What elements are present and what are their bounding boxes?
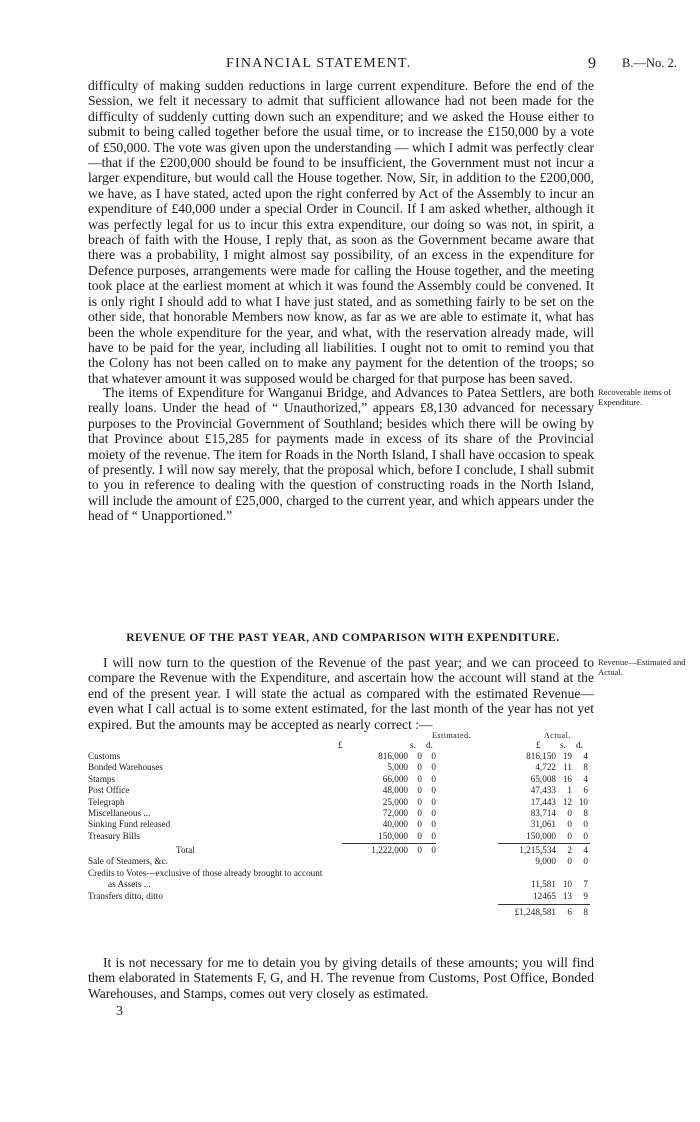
estimated-shillings: 0: [417, 762, 422, 773]
actual-pounds: 816,150: [526, 751, 556, 761]
paragraph-expenditure-continued: difficulty of making sudden reductions in large current expenditure. Before the end of the Session, we felt it necessary to admit that sufficient allowance had not been made for the difficulty of suddenly cutting down such an expenditure; and we asked the House either to submit to being called together before the usual time, or to increase the £150,000 by a vote of £50,000. The vote was given upon the understanding — which I admit was perfectly clear —that if the £200,000 should be found to be insufficient, the Government must not incur a larger expenditure, but would call the House together. Now, Sir, in addition to the £200,000, we have, as I have stated, acted upon the right conferred by Act of the Assembly to incur an expenditure of £40,000 under a special Order in Council. If I am asked whether, although it was perfectly legal for us to incur this extra expenditure, our doing so was not, in spirit, a breach of faith with the House, I reply that, as soon as the Government became aware that there was a probability, I might almost say possibility, of an excess in the expenditure for Defence purposes, arrangements were made for calling the House together, and the meeting took place at the earliest moment at which it was found the Assembly could be convened. It is only right I should add to what I have just stated, and as something fairly to be set on the other side, that honorable Members now know, as far as we are able to estimate it, what has been the whole expenditure for the year, and what, with the reservation already made, will have to be paid for the year, including all liabilities. I ought not to omit to remind you that the Colony has not been called on to make any payment for the detention of the troops; so that whatever amount it was supposed would be charged for that purpose has been saved.: [88, 78, 594, 386]
actual-pounds: 4,722: [535, 762, 556, 773]
table-row: [88, 785, 598, 796]
unit-pounds: £: [536, 740, 541, 750]
actual-shillings: 0: [567, 856, 572, 867]
table-row: [88, 762, 598, 773]
row-label: Sinking Fund released: [88, 819, 171, 830]
actual-pounds: 17,443: [530, 796, 556, 807]
row-label: Transfers ditto, ditto: [88, 890, 163, 901]
unit-shillings: s.: [560, 740, 566, 750]
estimated-pence: 0: [431, 819, 436, 830]
actual-shillings: 12: [562, 796, 572, 807]
row-label: Miscellaneous ...: [88, 808, 151, 818]
actual-pence: 8: [583, 907, 588, 917]
table-row: [88, 808, 598, 819]
estimated-pounds: 40,000: [382, 819, 408, 830]
table-row: [88, 891, 598, 902]
table-row: [88, 819, 598, 830]
table-row: [88, 879, 598, 890]
table-row-grand-total: [88, 907, 598, 918]
row-label: as Assets ...: [108, 879, 151, 890]
row-label: Credits to Votes—exclusive of those already brought to account: [88, 867, 323, 878]
row-label: Sale of Steamers, &c.: [88, 856, 168, 867]
estimated-pounds: 5,000: [387, 762, 408, 773]
row-label: Stamps: [88, 773, 116, 784]
row-label: Total: [176, 845, 195, 855]
row-label: Post Office: [88, 785, 130, 796]
estimated-pounds: 72,000: [382, 808, 408, 818]
actual-shillings: 0: [567, 808, 572, 818]
estimated-shillings: 0: [417, 808, 422, 818]
actual-pence: 0: [583, 856, 588, 867]
actual-shillings: 19: [562, 751, 572, 761]
signature-mark: 3: [116, 1004, 123, 1019]
estimated-pence: 0: [431, 773, 436, 784]
actual-shillings: 0: [567, 819, 572, 830]
actual-pounds: 9,000: [535, 856, 556, 867]
column-header-actual: Actual.: [544, 731, 571, 740]
total-rule-estimated: [342, 843, 436, 844]
estimated-shillings: 0: [417, 751, 422, 761]
estimated-pounds: 25,000: [382, 796, 408, 807]
row-label: Customs: [88, 751, 121, 761]
actual-pence: 8: [583, 808, 588, 818]
actual-pounds: 83,714: [530, 808, 556, 818]
estimated-shillings: 0: [417, 845, 422, 855]
estimated-pounds: 48,000: [382, 785, 408, 796]
table-row: [88, 751, 598, 762]
section-heading-revenue: REVENUE OF THE PAST YEAR, AND COMPARISON WITH EXPENDITURE.: [126, 632, 560, 644]
unit-pounds: £: [338, 740, 343, 750]
actual-pence: 8: [583, 762, 588, 773]
estimated-shillings: 0: [417, 796, 422, 807]
actual-shillings: 6: [567, 907, 572, 917]
estimated-pence: 0: [431, 762, 436, 773]
actual-pence: 0: [583, 819, 588, 830]
actual-pounds: 65,008: [530, 773, 556, 784]
actual-pence: 10: [578, 796, 588, 807]
estimated-pence: 0: [431, 785, 436, 796]
actual-pounds: 12465: [533, 890, 556, 901]
actual-pounds: 47,433: [530, 785, 556, 796]
actual-shillings: 16: [562, 773, 572, 784]
actual-shillings: 10: [562, 879, 572, 890]
estimated-pounds: 1,222,000: [371, 845, 408, 855]
running-header-title: FINANCIAL STATEMENT.: [226, 56, 412, 71]
sidenote-recoverable-items: Recoverable items of Expenditure.: [598, 387, 672, 407]
actual-shillings: 1: [567, 785, 572, 796]
unit-shillings: s.: [410, 740, 416, 750]
table-row: [88, 868, 598, 879]
row-label: Bonded Warehouses: [88, 762, 163, 773]
estimated-shillings: 0: [417, 819, 422, 830]
actual-pence: 6: [583, 785, 588, 796]
actual-shillings: 13: [562, 890, 572, 901]
document-reference: B.—No. 2.: [622, 56, 677, 70]
column-header-estimated: Estimated.: [432, 731, 471, 740]
actual-shillings: 2: [567, 845, 572, 855]
grand-total-rule: [498, 904, 590, 905]
estimated-pence: 0: [431, 830, 436, 841]
actual-pounds: 31,061: [530, 819, 556, 830]
row-label: Telegraph: [88, 796, 125, 807]
estimated-pence: 0: [431, 808, 436, 818]
estimated-shillings: 0: [417, 773, 422, 784]
sidenote-revenue: Revenue—Estimated and Actual.: [598, 657, 686, 677]
actual-pence: 4: [583, 773, 588, 784]
total-rule-actual: [498, 843, 590, 844]
paragraph-recoverable-items: The items of Expenditure for Wanganui Bridge, and Advances to Patea Settlers, are both really loans. Under the head of “ Unauthorized,” appears £8,130 advanced for necessary purposes to the Provincial Government of Southland; besides which there will be owing by that Province about £15,285 for payments made in excess of its share of the Provincial moiety of the revenue. The item for Roads in the North Island, I shall have occasion to speak of presently. I will now say merely, that the proposal which, before I conclude, I shall submit to you in reference to dealing with the question of constructing roads in the North Island, will include the amount of £25,000, charged to the current year, and which appears under the head of “ Unapportioned.”: [88, 385, 594, 524]
table-row: [88, 797, 598, 808]
estimated-pounds: 66,000: [382, 773, 408, 784]
table-row: [88, 831, 598, 842]
actual-shillings: 0: [567, 830, 572, 841]
unit-pence: d.: [576, 740, 583, 750]
paragraph-revenue-details: It is not necessary for me to detain you by giving details of these amounts; you will find them elaborated in Statements F, G, and H. The revenue from Customs, Post Office, Bonded Warehouses, and Stamps, comes out very closely as estimated.: [88, 955, 594, 1001]
estimated-shillings: 0: [417, 785, 422, 796]
actual-pounds: 1,215,534: [519, 845, 556, 855]
estimated-pounds: 816,000: [378, 751, 408, 761]
actual-pence: 0: [583, 830, 588, 841]
row-label: Treasury Bills: [88, 830, 140, 841]
estimated-shillings: 0: [417, 830, 422, 841]
actual-pounds: 150,000: [526, 830, 556, 841]
paragraph-revenue-intro: I will now turn to the question of the Revenue of the past year; and we can proceed to compare the Revenue with the Expenditure, and ascertain how the account will stand at the end of the present year. I will state the actual as compared with the estimated Revenue—even what I call actual is to some extent estimated, for the last month of the year has not yet expired. But the amounts may be accepted as nearly correct :—: [88, 655, 594, 732]
actual-pence: 4: [583, 845, 588, 855]
page-number: 9: [588, 55, 596, 72]
unit-pence: d.: [426, 740, 433, 750]
estimated-pence: 0: [431, 796, 436, 807]
actual-pence: 9: [583, 890, 588, 901]
estimated-pounds: 150,000: [378, 830, 408, 841]
actual-pence: 7: [583, 879, 588, 890]
estimated-pence: 0: [431, 845, 436, 855]
table-row: [88, 856, 598, 867]
actual-pounds: 11,581: [531, 879, 556, 890]
estimated-pence: 0: [431, 751, 436, 761]
actual-shillings: 11: [563, 762, 572, 773]
table-row: [88, 774, 598, 785]
actual-pounds: £1,248,581: [514, 907, 556, 917]
actual-pence: 4: [583, 751, 588, 761]
table-row-total: [88, 845, 598, 856]
